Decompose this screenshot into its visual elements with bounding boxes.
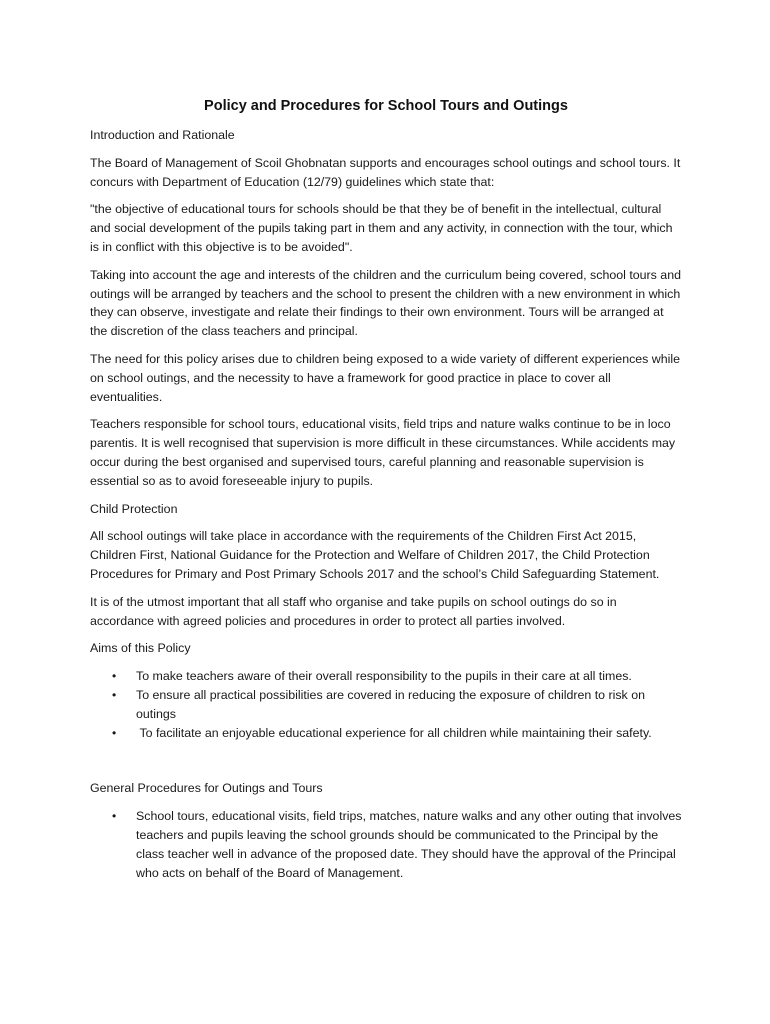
intro-paragraph-3: The need for this policy arises due to children being exposed to a wide variety of different experiences while on school outings, and the necessity to have a framework for good practice in place to cover all eventualities. [90, 351, 681, 404]
aim-text: To facilitate an enjoyable educational experience for all children while maintaining their safety. [136, 725, 652, 740]
intro-paragraph-2: Taking into account the age and interests of the children and the curriculum being covered, school tours and outings will be arranged by teachers and the school to present the children with a new environment in which they can observe, investigate and relate their findings to their own environment. Tours will be arranged at the discretion of the class teachers and principal. [90, 267, 681, 339]
child-protection-paragraph-1: All school outings will take place in accordance with the requirements of the Children First Act 2015, Children First, National Guidance for the Protection and Welfare of Children 2017, the Child Protection Procedures for Primary and Post Primary Schools 2017 and the school’s Child Safeguarding Statement. [90, 529, 660, 581]
list-item [90, 807, 682, 882]
child-protection-paragraph-2: It is of the utmost important that all staff who organise and take pupils on school outings do so in accordance with agreed policies and procedures in order to protect all parties involved. [90, 594, 617, 628]
aim-text: To make teachers aware of their overall responsibility to the pupils in their care at all times. [136, 669, 632, 684]
section-spacer [90, 751, 682, 779]
intro-heading: Introduction and Rationale [90, 128, 235, 142]
intro-paragraph-1: The Board of Management of Scoil Ghobnatan supports and encourages school outings and school tours. It concurs with Department of Education (12/79) guidelines which state that: [90, 155, 681, 189]
aims-heading: Aims of this Policy [90, 641, 191, 656]
aim-text: To ensure all practical possibilities are covered in reducing the exposure of children to risk on outings [136, 687, 645, 721]
intro-paragraph-4: Teachers responsible for school tours, educational visits, field trips and nature walks continue to be in loco parentis. It is well recognised that supervision is more difficult in these circumstances. While accidents may occur during the best organised and supervised tours, careful planning and reasonable supervision is essential so as to avoid foreseeable injury to pupils. [90, 417, 676, 488]
general-procedures-heading: General Procedures for Outings and Tours [90, 781, 323, 796]
bullet-icon: • [112, 669, 117, 684]
intro-quote: "the objective of educational tours for schools should be that they be of benefit in the intellectual, cultural and social development of the pupils taking part in them and any activity, in connection with the tour, which is in conflict with this objective is to be avoided". [90, 202, 673, 254]
general-procedures-list [90, 807, 682, 882]
child-protection-heading: Child Protection [90, 501, 178, 516]
document-title: Policy and Procedures for School Tours and Outings [204, 98, 568, 114]
procedure-text: School tours, educational visits, field trips, matches, nature walks and any other outing that involves teachers and pupils leaving the school grounds should be communicated to the Principal by the class teacher well in advance of the proposed date. They should have the approval of the Principal who acts on behalf of the Board of Management. [136, 809, 682, 880]
bullet-icon: • [112, 725, 117, 740]
bullet-icon: • [112, 809, 117, 824]
list-item [90, 686, 682, 724]
list-item [90, 667, 682, 686]
aims-list [90, 667, 682, 742]
bullet-icon: • [112, 687, 117, 702]
document-page [90, 96, 682, 891]
list-item [90, 724, 682, 743]
